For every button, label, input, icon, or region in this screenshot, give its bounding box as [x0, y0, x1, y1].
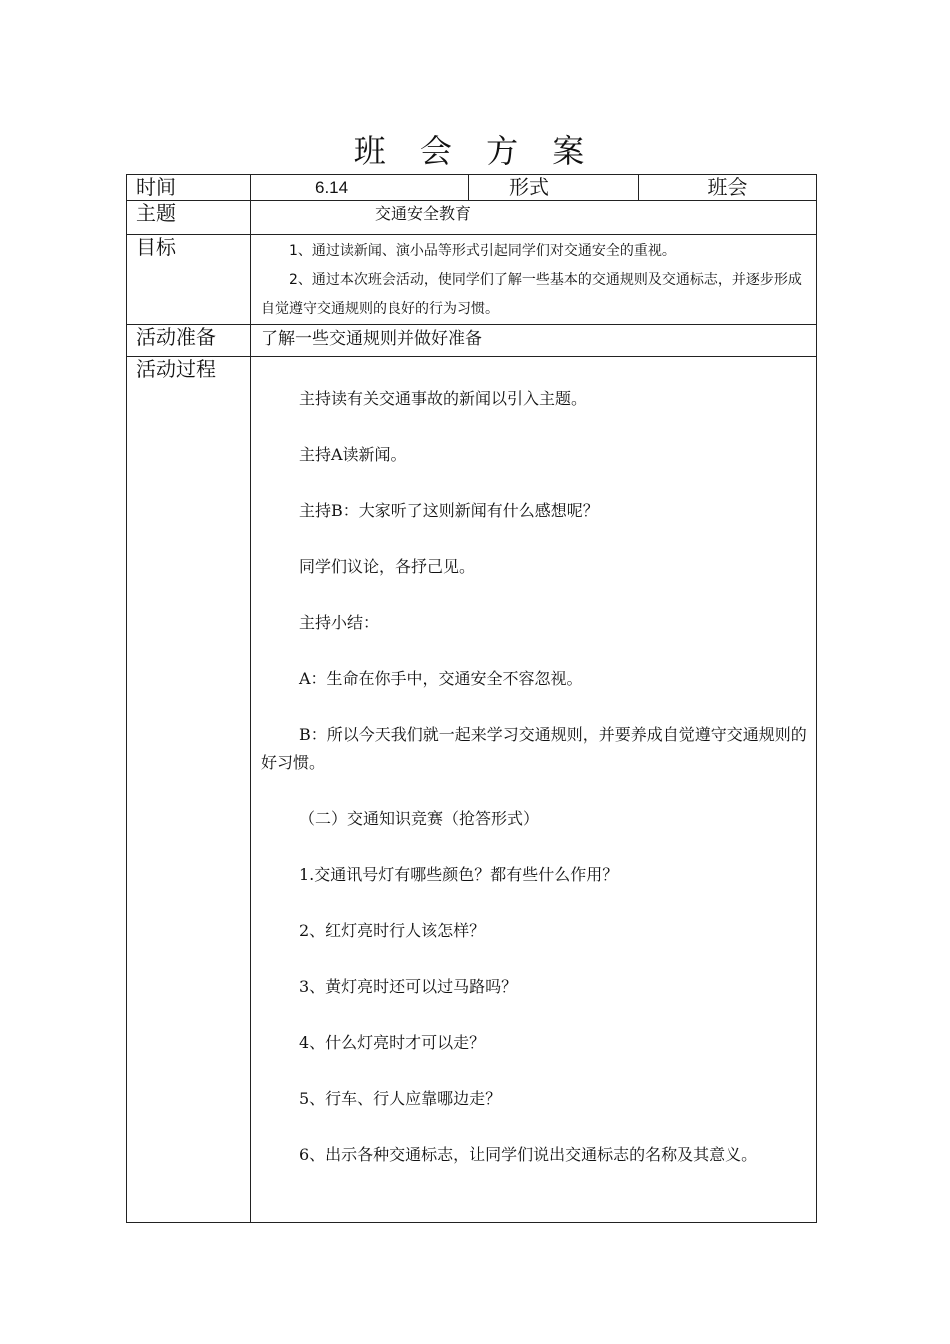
process-paragraph: 6、出示各种交通标志，让同学们说出交通标志的名称及其意义。 — [299, 1145, 758, 1164]
process-paragraph: A：生命在你手中，交通安全不容忽视。 — [299, 669, 583, 688]
prep-value: 了解一些交通规则并做好准备 — [251, 325, 817, 357]
process-paragraph: 主持A读新闻。 — [299, 445, 407, 464]
theme-value: 交通安全教育 — [251, 201, 817, 235]
form-label: 形式 — [469, 175, 639, 201]
prep-row — [127, 325, 817, 357]
process-paragraph: 3、黄灯亮时还可以过马路吗？ — [299, 977, 518, 996]
process-paragraph: 5、行车、行人应靠哪边走？ — [299, 1089, 502, 1108]
process-content — [251, 357, 817, 1223]
time-row — [127, 175, 817, 201]
process-paragraph: 主持B：大家听了这则新闻有什么感想呢？ — [299, 501, 599, 520]
process-paragraph: 1.交通讯号灯有哪些颜色？都有些什么作用？ — [299, 865, 619, 884]
process-label: 活动过程 — [127, 357, 251, 1223]
goal-content — [251, 235, 817, 325]
process-paragraph: （二）交通知识竞赛（抢答形式） — [299, 809, 540, 828]
time-label: 时间 — [127, 175, 251, 201]
process-paragraph: 2、红灯亮时行人该怎样？ — [299, 921, 486, 940]
goal-item: 1、通过读新闻、演小品等形式引起同学们对交通安全的重视。 — [289, 243, 676, 259]
goal-item: 2、通过本次班会活动，使同学们了解一些基本的交通规则及交通标志，并逐步形成自觉遵守交通规则的良好的行为习惯。 — [261, 272, 802, 317]
plan-table — [126, 174, 817, 1223]
process-paragraph: 同学们议论，各抒己见。 — [299, 557, 476, 576]
process-paragraph: 4、什么灯亮时才可以走？ — [299, 1033, 486, 1052]
process-row — [127, 357, 817, 1223]
time-value: 6.14 — [251, 175, 469, 201]
theme-row — [127, 201, 817, 235]
form-value: 班会 — [639, 175, 817, 201]
prep-label: 活动准备 — [127, 325, 251, 357]
theme-label: 主题 — [127, 201, 251, 235]
process-paragraph: 主持读有关交通事故的新闻以引入主题。 — [299, 389, 588, 408]
process-paragraph: B：所以今天我们就一起来学习交通规则，并要养成自觉遵守交通规则的好习惯。 — [261, 725, 807, 772]
goal-label: 目标 — [127, 235, 251, 325]
page-title: 班 会 方 案 — [353, 132, 597, 170]
process-paragraph: 主持小结： — [299, 613, 380, 632]
goal-row — [127, 235, 817, 325]
